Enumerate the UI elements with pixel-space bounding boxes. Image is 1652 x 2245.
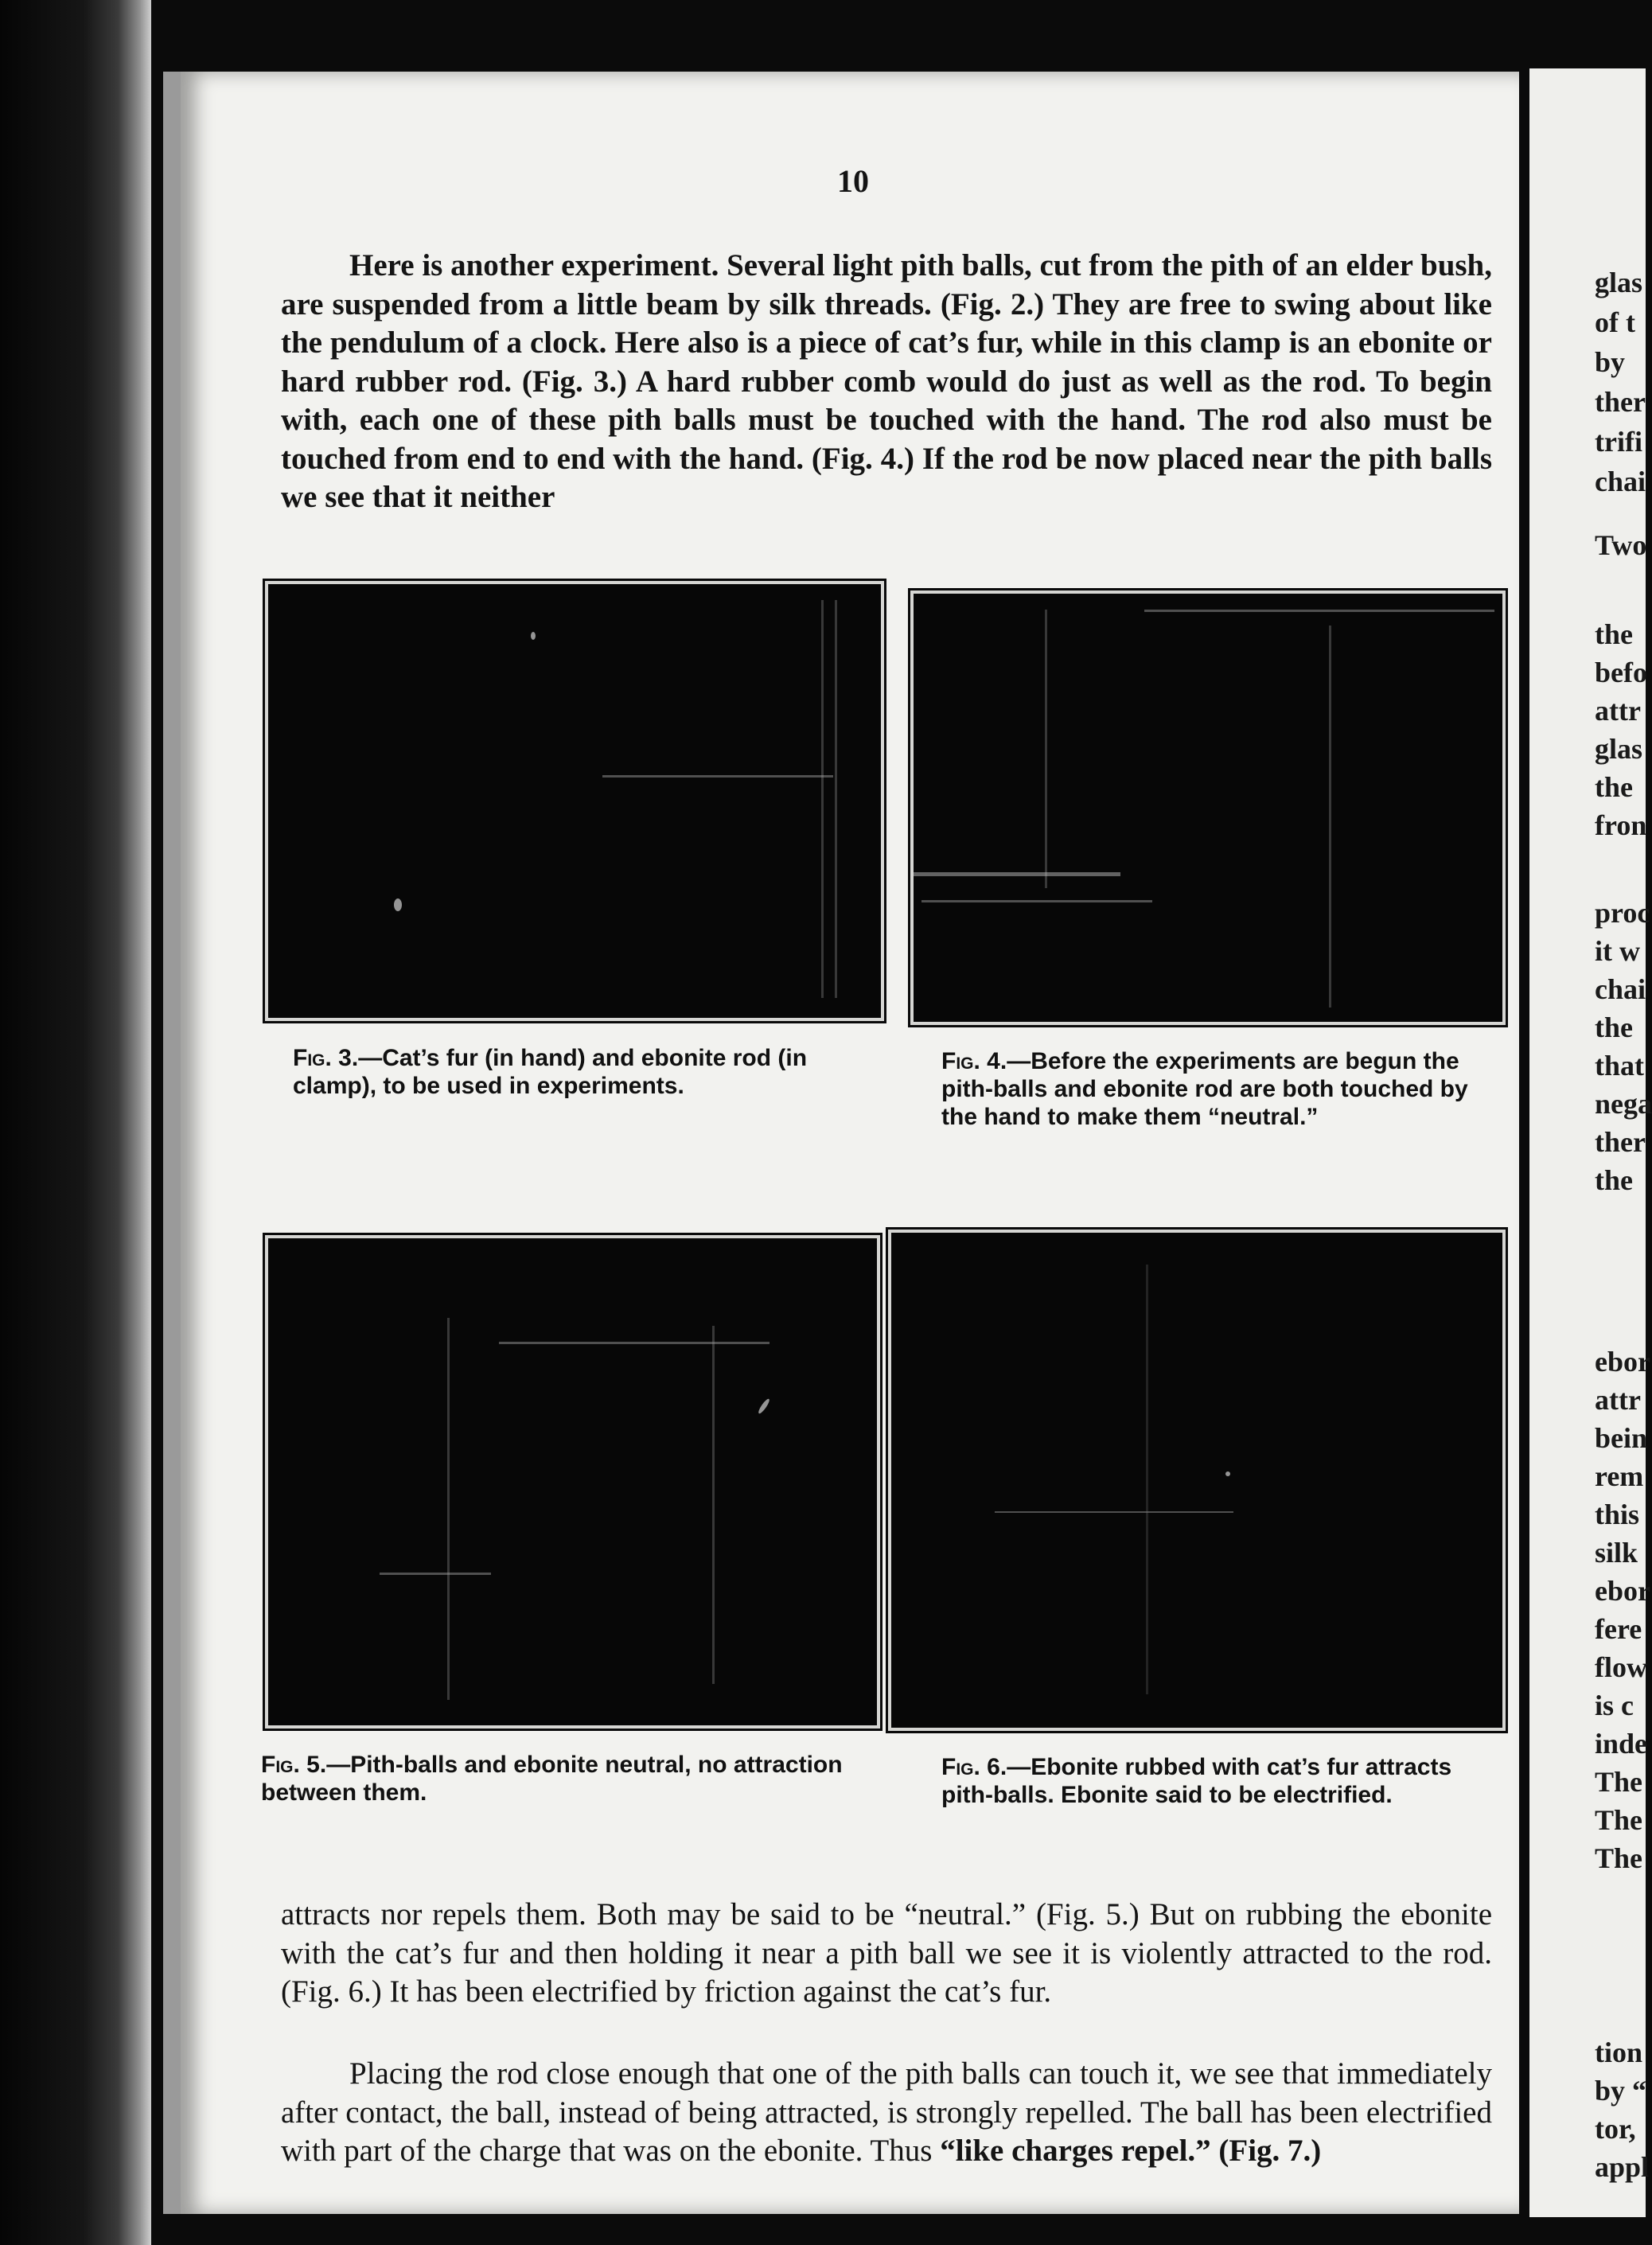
- right-page-fragment: by: [1595, 346, 1626, 378]
- figure-5-caption: [261, 1751, 866, 1807]
- right-page-fragment: ther: [1595, 1126, 1646, 1158]
- right-page-fragment: the: [1595, 618, 1633, 650]
- right-page-fragment: this: [1595, 1499, 1640, 1530]
- right-page-fragment: of t: [1595, 306, 1635, 338]
- figure-4-photo: [910, 590, 1506, 1025]
- figure-3-caption-text: —Cat’s fur (in hand) and ebonite rod (in clamp), to be used in experiments.: [293, 1045, 808, 1099]
- paragraph-intro: Here is another experiment. Several light pith balls, cut from the pith of an elder bush, are suspended from a little beam by silk threads. (Fig. 2.) They are free to swing about like the pendulum of a clock. Here also is a piece of cat’s fur, while in this clamp is an ebonite or hard rubber rod. (Fig. 3.) A hard rubber comb would do just as well as the rod. To begin with, each one of these pith balls must be touched with the hand. The rod also must be touched from end to end with the hand. (Fig. 4.) If the rod be now placed near the pith balls we see that it neither: [281, 248, 1492, 514]
- right-page-fragment: tor,: [1595, 2113, 1636, 2145]
- right-page-fragment: the: [1595, 1011, 1633, 1043]
- figure-6-photo: [888, 1230, 1506, 1731]
- right-page-fragment: The: [1595, 1766, 1643, 1798]
- right-page-fragment: proc: [1595, 897, 1650, 929]
- right-page-fragment: that: [1595, 1050, 1644, 1082]
- right-page-fragment: trifi: [1595, 426, 1642, 458]
- right-page-fragment: attr: [1595, 695, 1641, 727]
- right-page-fragment: the: [1595, 771, 1633, 803]
- paragraph-final-text: Placing the rod close enough that one of the pith balls can touch it, we see that immediately after contact, the ball, instead of being attracted, is strongly repelled. The ball has been electrified with part of the charge that was on the ebonite. Thus: [281, 2056, 1492, 2168]
- right-page-fragment: bein: [1595, 1422, 1648, 1454]
- right-page-fragment: chai: [1595, 973, 1646, 1005]
- figure-5-caption-text: —Pith-balls and ebonite neutral, no attraction between them.: [261, 1752, 843, 1806]
- right-page-fragment: rem: [1595, 1460, 1644, 1492]
- figure-6-label: Fig. 6.: [941, 1754, 1007, 1780]
- figure-5-label: Fig. 5.: [261, 1752, 327, 1778]
- right-page-fragment: The: [1595, 1842, 1643, 1874]
- right-page-fragment: ther: [1595, 386, 1646, 418]
- right-page-fragment: by “: [1595, 2075, 1647, 2107]
- figure-3-photo: [265, 581, 884, 1021]
- figure-3-caption: [293, 1044, 866, 1100]
- right-page-fragment: ebor: [1595, 1575, 1650, 1607]
- right-page-fragment: chai: [1595, 466, 1646, 497]
- page-number: 10: [837, 163, 869, 199]
- right-page-fragment: glas: [1595, 733, 1643, 765]
- figure-6-caption-text: —Ebonite rubbed with cat’s fur attracts pith-balls. Ebonite said to be electrified.: [941, 1754, 1452, 1808]
- right-page-fragment: the: [1595, 1164, 1633, 1196]
- right-page-fragment: fere: [1595, 1613, 1642, 1645]
- figure-4-caption: [941, 1047, 1498, 1131]
- figure-4-label: Fig. 4.: [941, 1048, 1007, 1074]
- figure-6-caption: [941, 1753, 1498, 1809]
- right-page-fragment: ebor: [1595, 1346, 1650, 1378]
- figure-5-photo: [265, 1235, 880, 1729]
- paragraph-final: [281, 2055, 1492, 2171]
- right-page-fragment: flow: [1595, 1651, 1647, 1683]
- paragraph-continuation: attracts nor repels them. Both may be said to be “neutral.” (Fig. 5.) But on rubbing the ebonite with the cat’s fur and then holding it near a pith ball we see it is violently attracted to the rod. (Fig. 6.) It has been electrified by friction against the cat’s fur.: [281, 1897, 1492, 2009]
- right-page-fragment: it w: [1595, 935, 1640, 967]
- right-page-fragment: nega: [1595, 1088, 1652, 1120]
- right-page-fragment: silk: [1595, 1537, 1638, 1569]
- right-page-fragment: inde: [1595, 1728, 1648, 1760]
- figure-4-caption-text: —Before the experiments are begun the pith-balls and ebonite rod are both touched by the hand to make them “neutral.”: [941, 1048, 1468, 1130]
- like-charges-repel-phrase: “like charges repel.” (Fig. 7.): [940, 2134, 1322, 2168]
- right-page-fragment: The: [1595, 1804, 1643, 1836]
- book-binding-shadow: [0, 0, 151, 2245]
- right-page-fragment: is c: [1595, 1690, 1634, 1721]
- right-page-fragment: tion: [1595, 2036, 1643, 2068]
- right-page-fragment: attr: [1595, 1384, 1641, 1416]
- right-page-fragment: befo: [1595, 657, 1647, 688]
- figure-3-label: Fig. 3.: [293, 1045, 359, 1071]
- right-page-fragment: appl: [1595, 2151, 1650, 2183]
- right-page-fragment: glas: [1595, 267, 1643, 298]
- right-page-fragment: fron: [1595, 809, 1647, 841]
- right-page-fragment: Two: [1595, 529, 1647, 561]
- book-page-right-edge: [1529, 68, 1652, 2217]
